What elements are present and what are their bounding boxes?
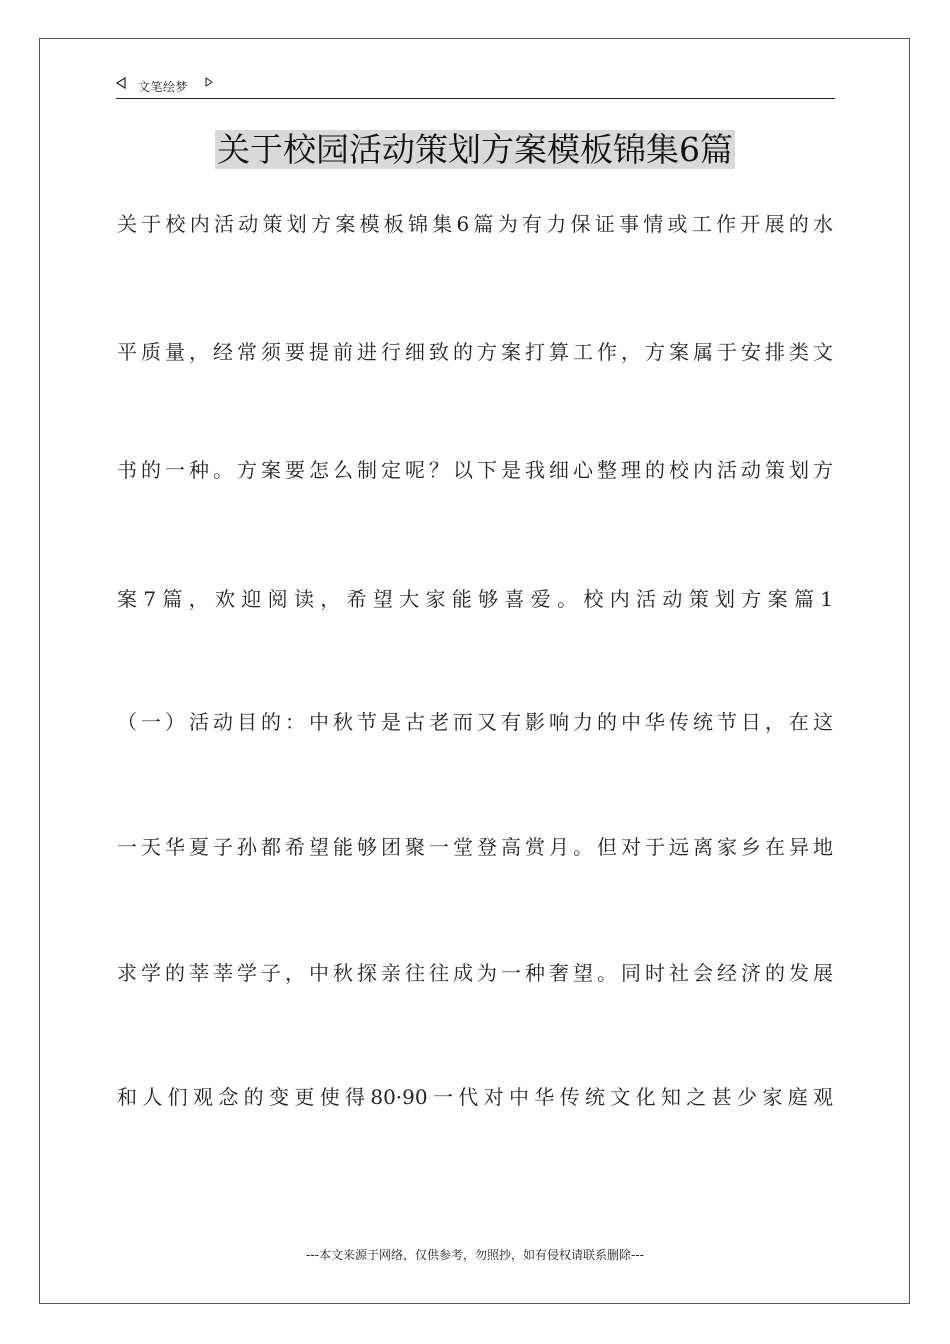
body-line-8: 和人们观念的变更使得80·90一代对中华传统文化知之甚少家庭观 — [117, 1085, 833, 1109]
footer-disclaimer: ---本文来源于网络，仅供参考，勿照抄，如有侵权请联系删除--- — [306, 1248, 644, 1262]
body-line-2: 平质量，经常须要提前进行细致的方案打算工作，方案属于安排类文 — [117, 340, 833, 364]
body-line-7: 求学的莘莘学子，中秋探亲往往成为一种奢望。同时社会经济的发展 — [117, 961, 833, 985]
document-title-wrapper — [0, 128, 950, 172]
body-line-5: （一）活动目的：中秋节是古老而又有影响力的中华传统节日，在这 — [117, 710, 833, 734]
triangle-left-icon — [116, 77, 126, 89]
body-line-3: 书的一种。方案要怎么制定呢？以下是我细心整理的校内活动策划方 — [117, 458, 833, 482]
header-brand: 文笔绘梦 — [138, 80, 189, 94]
page-header — [116, 74, 835, 99]
body-line-6: 一天华夏子孙都希望能够团聚一堂登高赏月。但对于远离家乡在异地 — [117, 835, 833, 859]
document-title: 关于校园活动策划方案模板锦集6篇 — [217, 130, 733, 169]
body-line-1: 关于校内活动策划方案模板锦集6篇为有力保证事情或工作开展的水 — [117, 212, 833, 236]
triangle-right-icon — [205, 77, 213, 87]
body-line-4: 案7篇，欢迎阅读，希望大家能够喜爱。校内活动策划方案篇1 — [117, 587, 833, 611]
